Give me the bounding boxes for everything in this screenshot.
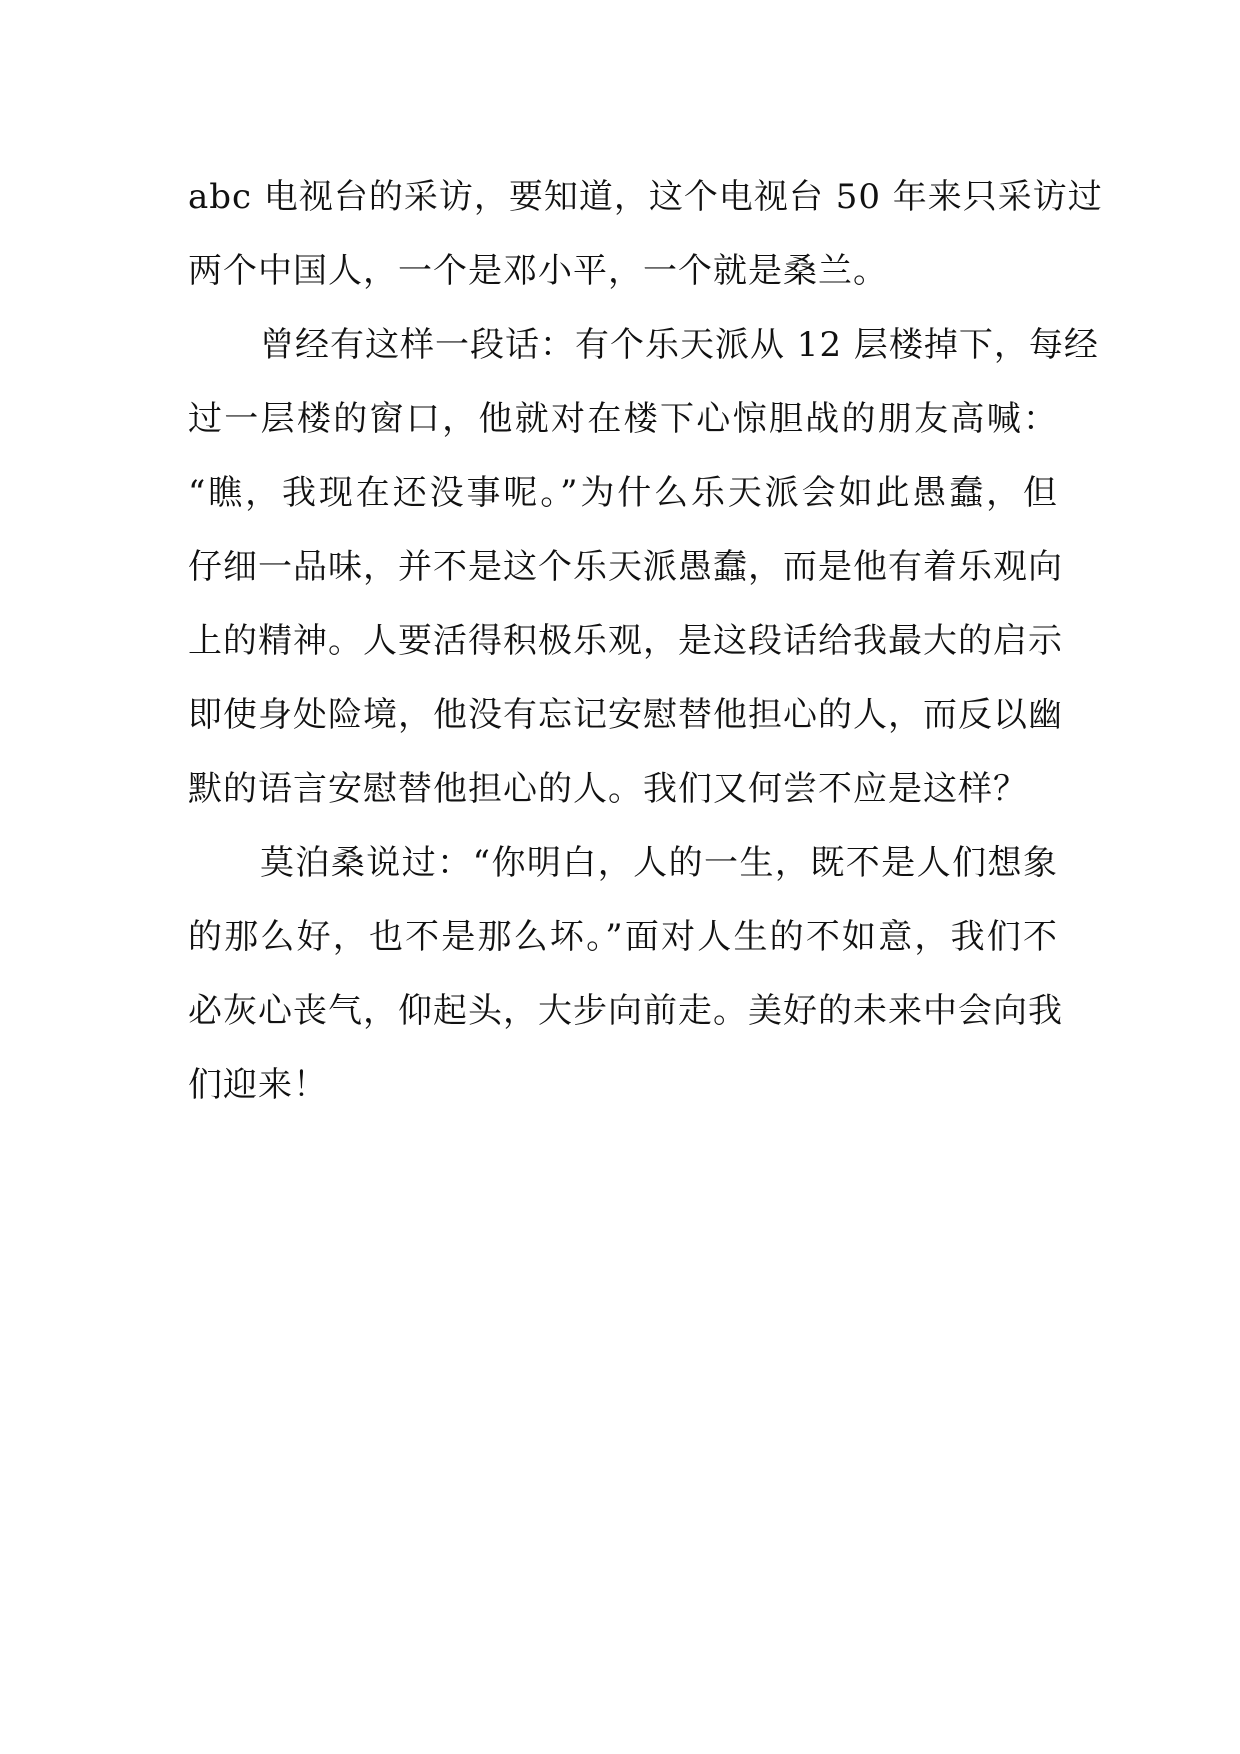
body-text (188, 160, 1103, 1122)
text-line: 必灰心丧气，仰起头，大步向前走。美好的未来中会向我 (188, 991, 1063, 1031)
text-line: 即使身处险境，他没有忘记安慰替他担心的人，而反以幽 (188, 695, 1063, 735)
text-line: 过一层楼的窗口，他就对在楼下心惊胆战的朋友高喊： (188, 399, 1058, 439)
paragraph-2 (188, 308, 1099, 826)
text-line: 的那么好，也不是那么坏。”面对人生的不如意，我们不 (188, 917, 1058, 957)
text-line: 莫泊桑说过：“你明白，人的一生，既不是人们想象 (260, 843, 1058, 883)
text-line: 两个中国人，一个是邓小平，一个就是桑兰。 (188, 251, 888, 291)
text-line: 仔细一品味，并不是这个乐天派愚蠢，而是他有着乐观向 (188, 547, 1063, 587)
text-line: “瞧，我现在还没事呢。”为什么乐天派会如此愚蠢，但 (188, 473, 1058, 513)
text-line: 曾经有这样一段话：有个乐天派从 12 层楼掉下，每经 (260, 325, 1099, 365)
text-line: 默的语言安慰替他担心的人。我们又何尝不应是这样？ (188, 769, 1028, 809)
text-line: abc 电视台的采访，要知道，这个电视台 50 年来只采访过 (188, 177, 1103, 217)
paragraph-3 (188, 826, 1063, 1122)
text-line: 们迎来！ (188, 1065, 328, 1105)
paragraph-1 (188, 160, 1103, 308)
text-line: 上的精神。人要活得积极乐观，是这段话给我最大的启示 (188, 621, 1063, 661)
